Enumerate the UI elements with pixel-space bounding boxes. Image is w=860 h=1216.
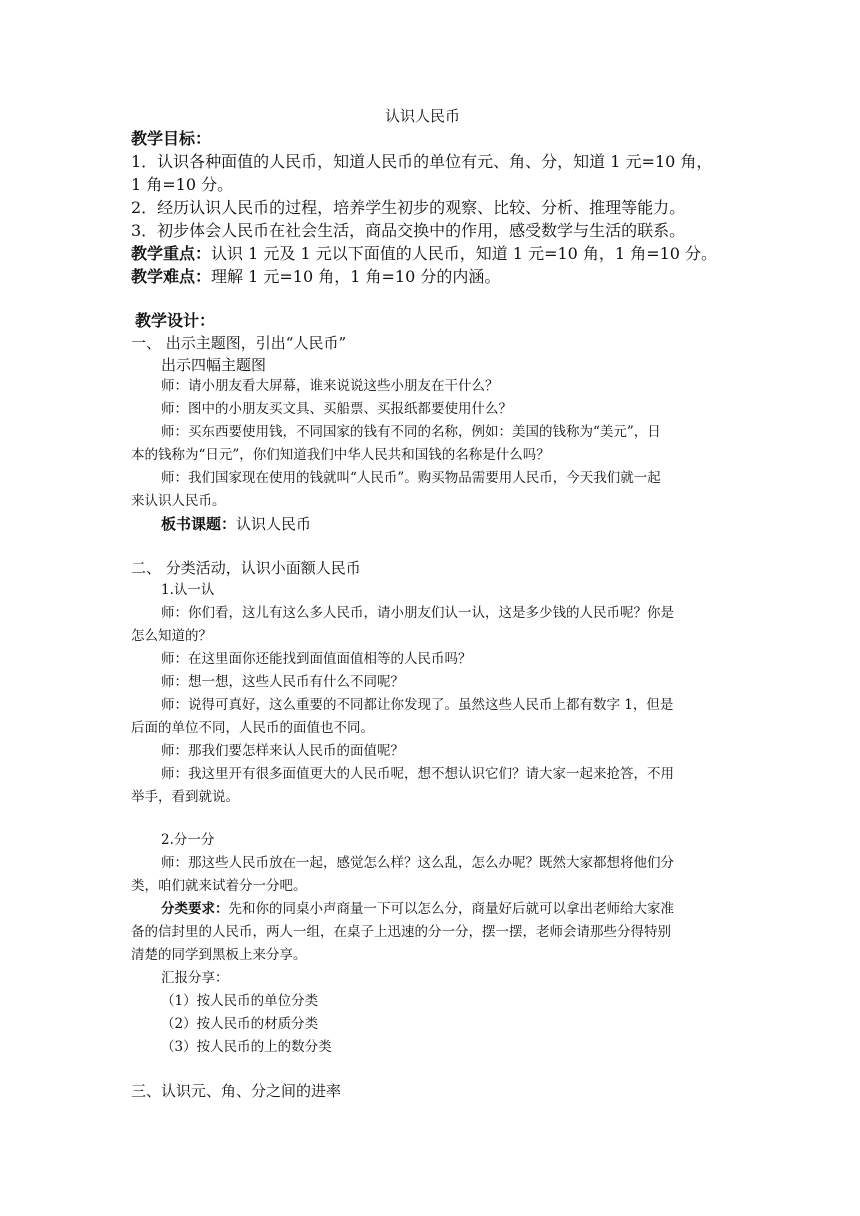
section-2-para-6-line-1: 师：我这里开有很多面值更大的人民币呢，想不想认识它们？请大家一起来抢答，不用 [161, 766, 674, 782]
board-title-label: 板书课题： [161, 515, 237, 533]
report-item-3: （3）按人民币的上的数分类 [161, 1039, 332, 1055]
section-1-para-3-line-2: 本的钱称为“日元”，你们知道我们中华人民共和国钱的名称是什么吗？ [131, 447, 550, 463]
section-2-para-1-line-2: 怎么知道的？ [131, 628, 212, 644]
difficulty-text: 理解 1 元=10 角，1 角=10 分的内涵。 [211, 267, 501, 286]
classification-requirement-line-2: 备的信封里的人民币，两人一组，在桌子上迅速的分一分，摆一摆，老师会请那些分得特别 [131, 924, 671, 940]
section-2-para-4-line-1: 师：说得可真好，这么重要的不同都让你发现了。虽然这些人民币上都有数字 1，但是 [161, 697, 674, 713]
objectives-heading: 教学目标： [131, 129, 212, 148]
section-1-para-3-line-1: 师：买东西要使用钱，不同国家的钱有不同的名称，例如：美国的钱称为“美元”，日 [161, 424, 661, 440]
key-point [131, 243, 717, 265]
objective-3: 3．初步体会人民币在社会生活，商品交换中的作用，感受数学与生活的联系。 [131, 221, 686, 240]
classification-requirement-line-1 [161, 899, 674, 919]
difficulty-point [131, 266, 500, 288]
section-1-title: 一、 出示主题图，引出“人民币” [131, 334, 347, 352]
section-1-para-2: 师：图中的小朋友买文具、买船票、买报纸都要使用什么？ [161, 401, 512, 417]
classification-requirement-label: 分类要求： [161, 901, 229, 917]
section-2-para-3: 师：想一想，这些人民币有什么不同呢？ [161, 674, 404, 690]
section-2-para-6-line-2: 举手，看到就说。 [131, 789, 239, 805]
section-2-title: 二、 分类活动，认识小面额人民币 [131, 559, 361, 577]
section-1-para-4-line-1: 师：我们国家现在使用的钱就叫“人民币”。购买物品需要用人民币，今天我们就一起 [161, 470, 661, 486]
report-item-2: （2）按人民币的材质分类 [161, 1016, 319, 1032]
design-heading: 教学设计： [135, 311, 216, 330]
report-item-1: （1）按人民币的单位分类 [161, 993, 319, 1009]
objective-1-line-2: 1 角=10 分。 [131, 175, 234, 194]
key-point-text: 认识 1 元及 1 元以下面值的人民币，知道 1 元=10 角，1 角=10 分。 [211, 244, 718, 263]
section-2-subtitle-1: 1.认一认 [161, 582, 215, 598]
board-title [161, 513, 311, 535]
section-2-para-4-line-2: 后面的单位不同，人民币的面值也不同。 [131, 720, 374, 736]
board-title-text: 认识人民币 [236, 515, 312, 533]
objective-1-line-1: 1．认识各种面值的人民币，知道人民币的单位有元、角、分，知道 1 元=10 角， [131, 152, 713, 171]
classification-requirement-text: 先和你的同桌小声商量一下可以怎么分，商量好后就可以拿出老师给大家准 [228, 901, 674, 917]
section-2-para-7-line-1: 师：那这些人民币放在一起，感觉怎么样？这么乱，怎么办呢？既然大家都想将他们分 [161, 855, 674, 871]
classification-requirement-line-3: 清楚的同学到黑板上来分享。 [131, 947, 307, 963]
section-2-para-1-line-1: 师：你们看，这儿有这么多人民币，请小朋友们认一认，这是多少钱的人民币呢？你是 [161, 605, 674, 621]
objective-2: 2．经历认识人民币的过程，培养学生初步的观察、比较、分析、推理等能力。 [131, 198, 686, 217]
section-2-para-7-line-2: 类，咱们就来试着分一分吧。 [131, 878, 307, 894]
section-1-subtitle: 出示四幅主题图 [161, 356, 267, 374]
section-1-para-1: 师：请小朋友看大屏幕，谁来说说这些小朋友在干什么？ [161, 378, 499, 394]
section-2-subtitle-2: 2.分一分 [161, 832, 215, 848]
section-2-para-2: 师：在这里面你还能找到面值面值相等的人民币吗？ [161, 651, 472, 667]
difficulty-label: 教学难点： [131, 267, 212, 286]
section-1-para-4-line-2: 来认识人民币。 [131, 493, 226, 509]
key-point-label: 教学重点： [131, 244, 212, 263]
report-heading: 汇报分享： [161, 970, 229, 986]
page-title: 认识人民币 [385, 107, 461, 125]
section-2-para-5: 师：那我们要怎样来认人民币的面值呢？ [161, 743, 404, 759]
section-3-title: 三、认识元、角、分之间的进率 [131, 1082, 342, 1100]
